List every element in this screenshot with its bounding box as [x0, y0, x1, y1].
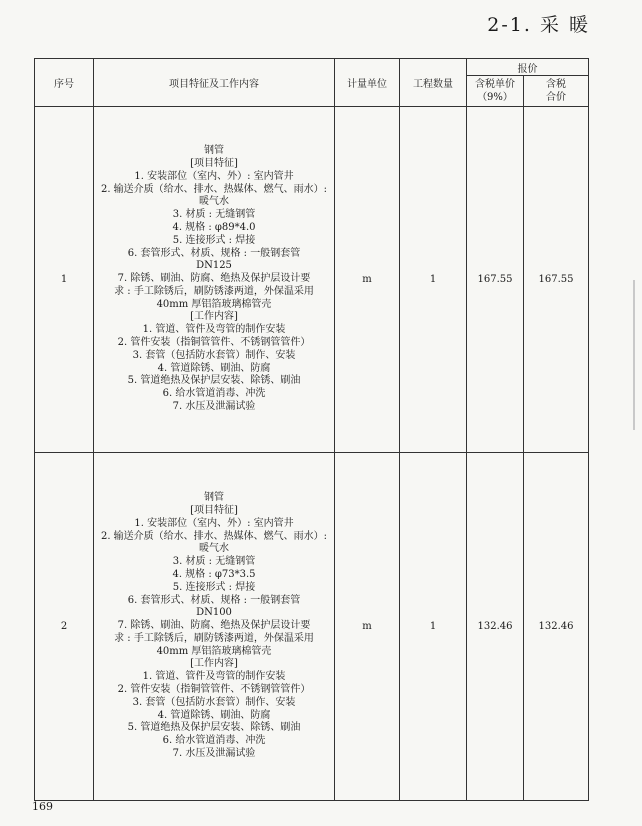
- row-seq: 1: [35, 107, 94, 453]
- description-line: [项目特征]: [190, 504, 238, 516]
- description-line: [项目特征]: [190, 157, 238, 169]
- header-unit-price-line2: （9%）: [477, 92, 513, 103]
- description-line: 3. 材质 : 无缝钢管: [172, 209, 256, 221]
- row-unit: m: [335, 453, 400, 801]
- header-unit-price: [467, 76, 524, 107]
- header-total-line2: 合价: [546, 92, 566, 103]
- description-line: 3. 套管（包括防水套管）制作、安装: [132, 696, 296, 708]
- header-item: 项目特征及工作内容: [94, 59, 335, 107]
- description-line: 4. 规格 : φ89*4.0: [172, 221, 256, 233]
- description-line: 4. 管道除锈、刷油、防腐: [157, 709, 271, 721]
- page-number: 169: [32, 800, 53, 813]
- description-line: 钢管: [204, 145, 224, 157]
- description-line: 5. 管道绝热及保护层安装、除锈、刷油: [127, 722, 301, 734]
- description-line: 1. 管道、管件及弯管的制作安装: [142, 324, 286, 336]
- description-line: 求 : 手工除锈后，刷防锈漆两道，外保温采用: [114, 285, 314, 297]
- description-line: [工作内容]: [190, 311, 238, 323]
- description-line: 40mm 厚铝箔玻璃棉管壳: [156, 645, 272, 657]
- header-qty: 工程数量: [400, 59, 467, 107]
- scan-edge-mark: [633, 280, 635, 430]
- description-line: 2. 管件安装（指铜管管件、不锈钢管管件）: [117, 684, 311, 696]
- row-unit: m: [335, 107, 400, 453]
- description-line: 6. 套管形式、材质、规格 : 一般钢套管: [127, 594, 301, 606]
- row-qty: 1: [400, 107, 467, 453]
- description-line: 7. 水压及泄漏试验: [172, 401, 256, 413]
- description-line: 7. 除锈、刷油、防腐、绝热及保护层设计要: [117, 620, 311, 632]
- description-line: 4. 规格 : φ73*3.5: [172, 568, 256, 580]
- description-line: 6. 给水管道消毒、冲洗: [162, 388, 266, 400]
- description-line: 1. 安装部位（室内、外）: 室内管井: [134, 517, 294, 529]
- row-total: 167.55: [524, 107, 589, 453]
- header-price: 报价: [467, 59, 589, 76]
- row-description: [94, 453, 335, 801]
- description-line: DN125: [196, 260, 232, 272]
- row-qty: 1: [400, 453, 467, 801]
- description-line: 3. 材质 : 无缝钢管: [172, 556, 256, 568]
- description-line: 3. 套管（包括防水套管）制作、安装: [132, 349, 296, 361]
- header-total: [524, 76, 589, 107]
- table-row: [35, 453, 589, 801]
- row-unit-price: 167.55: [467, 107, 524, 453]
- description-line: 2. 输送介质（给水、排水、热媒体、燃气、雨水）:: [100, 530, 328, 542]
- header-unit-price-line1: 含税单价: [475, 79, 515, 90]
- description-line: 暖气水: [199, 543, 229, 555]
- description-line: 求 : 手工除锈后，刷防锈漆两道，外保温采用: [114, 632, 314, 644]
- description-line: 4. 管道除锈、刷油、防腐: [157, 362, 271, 374]
- description-line: [工作内容]: [190, 658, 238, 670]
- header-seq: 序号: [35, 59, 94, 107]
- description-line: 40mm 厚铝箔玻璃棉管壳: [156, 298, 272, 310]
- description-line: 6. 给水管道消毒、冲洗: [162, 735, 266, 747]
- row-total: 132.46: [524, 453, 589, 801]
- description-line: DN100: [196, 607, 232, 619]
- section-title: 2-1. 采 暖: [487, 14, 590, 36]
- header-unit: 计量单位: [335, 59, 400, 107]
- description-line: 2. 输送介质（给水、排水、热媒体、燃气、雨水）:: [100, 183, 328, 195]
- description-line: 7. 除锈、刷油、防腐、绝热及保护层设计要: [117, 273, 311, 285]
- description-line: 1. 安装部位（室内、外）: 室内管井: [134, 170, 294, 182]
- description-line: 2. 管件安装（指铜管管件、不锈钢管管件）: [117, 337, 311, 349]
- row-description: [94, 107, 335, 453]
- row-unit-price: 132.46: [467, 453, 524, 801]
- bill-of-quantities-table: [34, 58, 589, 801]
- description-line: 5. 连接形式 : 焊接: [172, 234, 256, 246]
- description-line: 7. 水压及泄漏试验: [172, 748, 256, 760]
- description-line: 5. 管道绝热及保护层安装、除锈、刷油: [127, 375, 301, 387]
- description-line: 1. 管道、管件及弯管的制作安装: [142, 671, 286, 683]
- description-line: 暖气水: [199, 196, 229, 208]
- description-line: 钢管: [204, 492, 224, 504]
- header-total-line1: 含税: [546, 79, 566, 90]
- table-row: [35, 107, 589, 453]
- description-line: 5. 连接形式 : 焊接: [172, 581, 256, 593]
- row-seq: 2: [35, 453, 94, 801]
- description-line: 6. 套管形式、材质、规格 : 一般钢套管: [127, 247, 301, 259]
